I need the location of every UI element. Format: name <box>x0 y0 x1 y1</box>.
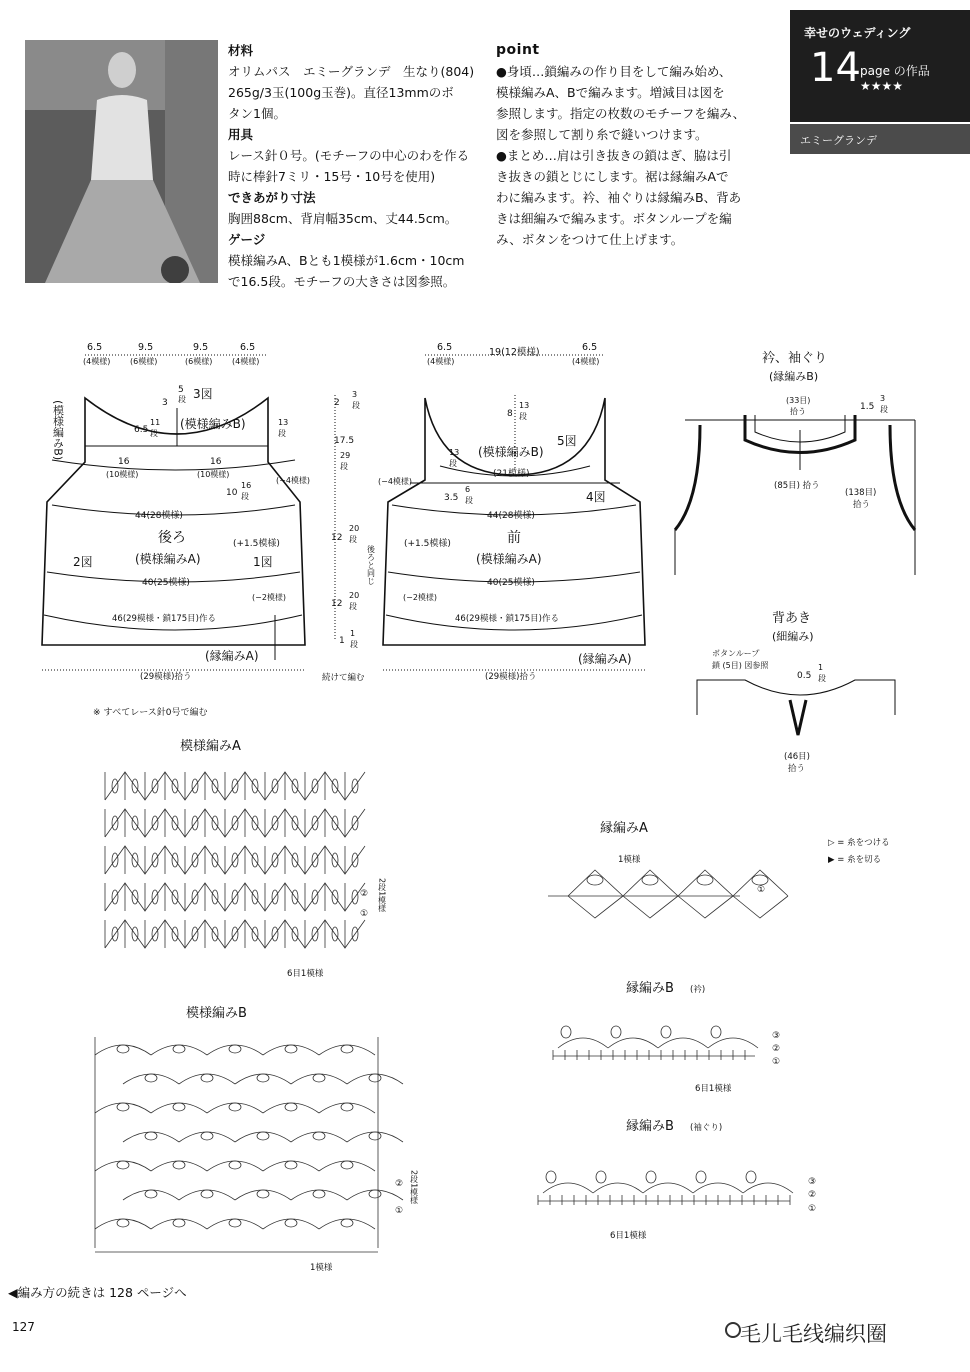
stitch-symbol <box>207 1219 263 1229</box>
row-mark: ③ <box>808 1177 817 1187</box>
stitch-symbol <box>151 1045 207 1055</box>
collar-armhole-diagram <box>675 350 915 575</box>
back-piece <box>42 342 365 683</box>
edge-a-symbols <box>548 870 788 918</box>
stitch-symbol <box>207 1161 263 1171</box>
point-line: 図を参照して割り糸で縫いつけます。 <box>496 127 708 142</box>
stitch-symbol <box>151 1161 207 1171</box>
front-width: 40(25模様) <box>487 578 535 588</box>
length-value: 2 <box>334 398 340 408</box>
edging-a-chart <box>548 821 890 918</box>
row-mark: ① <box>395 1206 404 1216</box>
row-mark: ① <box>772 1057 781 1067</box>
stitch-symbol <box>661 1026 671 1038</box>
back-fig1: 1図 <box>253 555 273 569</box>
tools-heading: 用具 <box>228 127 254 142</box>
stitch-symbol <box>291 1074 347 1084</box>
front-edge: (縁編みA) <box>578 652 632 666</box>
stitch-symbol <box>263 1161 319 1171</box>
stitch-symbol <box>623 870 678 896</box>
point-line: 模様編みA、Bで編みます。増減目は図を <box>496 85 725 100</box>
chart-b-bottom: 1模様 <box>310 1263 333 1273</box>
front-name: 前 <box>507 530 521 546</box>
stitch-symbol <box>313 1074 325 1082</box>
back-dec: (−2模様) <box>252 593 287 602</box>
stitch-symbol <box>746 1171 756 1183</box>
front-dec: (−2模様) <box>403 593 438 602</box>
length-rows: 1 <box>350 629 356 638</box>
front-piece <box>378 342 645 682</box>
back-width: (10模様) <box>106 470 139 479</box>
stitch-symbol <box>696 1171 706 1183</box>
backopen-title: 背あき <box>772 611 812 626</box>
stitch-symbol <box>117 1219 129 1227</box>
stitch-symbol <box>693 1183 743 1193</box>
stitch-symbol <box>173 1161 185 1169</box>
stitch-symbol <box>642 875 658 885</box>
front-dim: 3.5 <box>444 493 459 503</box>
back-top-dim: 9.5 <box>193 342 209 353</box>
edge-a-legend: ▶ = 糸を切る <box>828 855 882 865</box>
front-fig4: 4図 <box>586 490 606 504</box>
length-value: 1 <box>339 636 345 646</box>
stitch-symbol <box>561 1026 571 1038</box>
stitch-symbol <box>151 1103 207 1113</box>
length-value: 12 <box>331 533 343 543</box>
stitch-symbol <box>117 1161 129 1169</box>
length-value: 12 <box>331 599 343 609</box>
stitch-symbol <box>596 1171 606 1183</box>
edge-b2-tag: (袖ぐり) <box>690 1123 723 1133</box>
stitch-symbol <box>608 1038 658 1048</box>
stitch-symbol <box>285 1219 297 1227</box>
stitch-symbol <box>229 1161 241 1169</box>
stitch-symbol <box>235 1132 291 1142</box>
back-top-dim: (6模様) <box>130 357 158 366</box>
stitch-symbol <box>697 875 713 885</box>
stitch-symbol <box>611 1026 621 1038</box>
stitch-symbol <box>145 1074 157 1082</box>
back-cont: 続けて編む <box>322 673 365 683</box>
front-top-dim: 6.5 <box>582 342 598 353</box>
front-top-dim: 6.5 <box>437 342 453 353</box>
stitch-symbol <box>117 1045 129 1053</box>
stitch-symbol <box>319 1219 375 1229</box>
stitch-symbol <box>201 1074 213 1082</box>
stitch-symbol <box>95 1103 151 1113</box>
armhole-stitches: 拾う <box>853 500 871 510</box>
stitch-symbol <box>235 1190 291 1200</box>
back-top-dim: 6.5 <box>240 342 256 353</box>
stitch-symbol <box>263 1045 319 1055</box>
chart-b-symbols <box>95 1037 403 1252</box>
chart-a-title: 模様編みA <box>180 739 241 754</box>
back-pattern: (模様編みA) <box>135 552 201 566</box>
gauge-line: で16.5段。モチーフの大きさは図参照。 <box>228 274 456 289</box>
back-outline <box>42 398 305 645</box>
stitch-symbol <box>291 1132 347 1142</box>
stitch-symbol <box>173 1219 185 1227</box>
stitch-symbol <box>643 1183 693 1193</box>
stitch-symbol <box>568 870 623 896</box>
front-dim: 6 <box>465 485 471 494</box>
backopen-loop: ボタンループ <box>712 649 760 658</box>
stitch-symbol <box>105 846 365 874</box>
continue-note: ◀編み方の続きは 128 ページへ <box>8 1285 187 1300</box>
back-edge: (縁編みA) <box>205 649 259 663</box>
stitch-symbol <box>319 1103 375 1113</box>
row-mark: ② <box>772 1044 781 1054</box>
row-mark: ② <box>360 889 369 899</box>
stitch-symbol <box>257 1132 269 1140</box>
edge-a-title: 縁編みA <box>600 821 648 836</box>
collar-stitches: (85目) 拾う <box>774 481 820 491</box>
stitch-symbol <box>179 1074 235 1084</box>
stitch-symbol <box>257 1190 269 1198</box>
length-dimensions <box>331 390 376 649</box>
stitch-symbol <box>207 1045 263 1055</box>
front-dec: (−4模様) <box>378 477 413 486</box>
edge-b1-symbols <box>553 1026 758 1060</box>
backopen-dim: 1 <box>818 663 824 672</box>
tools-line: 時に棒針7ミリ・15号・10号を使用) <box>228 169 436 184</box>
collar-sub: (縁編みB) <box>769 370 819 383</box>
stitch-symbol <box>229 1045 241 1053</box>
back-top-dim: (4模様) <box>83 357 111 366</box>
back-dim: 段 <box>241 492 249 501</box>
stitch-symbol <box>263 1103 319 1113</box>
front-yoke-label: (模様編みB) <box>478 445 544 459</box>
front-dim: 8 <box>507 409 513 419</box>
front-pattern: (模様編みA) <box>476 552 542 566</box>
collar-stitches: 拾う <box>790 407 806 416</box>
stitch-symbol <box>285 1161 297 1169</box>
backopen-dim: 段 <box>818 674 826 683</box>
size-line: 胸囲88cm、背肩幅35cm、丈44.5cm。 <box>228 211 458 226</box>
front-dim: 段 <box>465 496 473 505</box>
point-line: わに編みます。衿、袖ぐりは縁編みB、背あ <box>496 190 742 205</box>
stitch-symbol <box>145 1132 157 1140</box>
edging-b-collar-chart <box>553 981 780 1094</box>
back-top-dim: (4模様) <box>232 357 260 366</box>
stitch-symbol <box>285 1103 297 1111</box>
back-pick: (29模様)拾う <box>140 672 192 682</box>
stitch-symbol <box>95 1045 151 1055</box>
edge-a-rep: 1模様 <box>618 855 641 865</box>
length-rows: 段 <box>349 535 357 544</box>
back-width: (10模様) <box>197 470 230 479</box>
armhole-stitches: (138目) <box>845 488 877 498</box>
length-rows: 3 <box>352 390 358 399</box>
badge-subtitle: 幸せのウェディング <box>804 26 911 40</box>
stitch-symbol <box>263 1219 319 1229</box>
stitch-symbol <box>151 1219 207 1229</box>
backopen-sub: (細編み) <box>772 630 814 643</box>
backopen-dim: 0.5 <box>797 671 812 681</box>
stitch-symbol <box>291 1190 347 1200</box>
back-fig3: 3図 <box>193 387 213 401</box>
back-dim: 3 <box>162 398 168 408</box>
front-dim: 段 <box>449 459 457 468</box>
back-inc: (+1.5模様) <box>233 539 280 549</box>
back-dim: 段 <box>278 429 286 438</box>
materials-line: オリムパス エミーグランデ 生なり(804) <box>228 64 475 79</box>
chart-b-rep: 2段1模様 <box>409 1170 419 1205</box>
watermark: 毛儿毛线编织圈 <box>740 1322 887 1346</box>
stitch-chart-a <box>105 738 387 979</box>
stitch-symbol <box>341 1045 353 1053</box>
stitch-symbol <box>319 1161 375 1171</box>
back-dec: (−4模様) <box>276 476 311 485</box>
front-width: 44(28模様) <box>487 511 535 521</box>
stitch-symbol <box>752 875 768 885</box>
front-dim: 13 <box>519 401 530 410</box>
materials-line: タン1個。 <box>228 106 286 121</box>
stitch-symbol <box>201 1190 213 1198</box>
stitch-symbol <box>123 1074 179 1084</box>
stitch-symbol <box>179 1190 235 1200</box>
armhole-left <box>675 425 700 530</box>
length-rows: 段 <box>340 462 348 471</box>
stitch-symbol <box>173 1103 185 1111</box>
stitch-symbol <box>568 896 623 918</box>
point-line: み、ボタンをつけて仕上げます。 <box>496 232 684 247</box>
stitch-symbol <box>369 1190 381 1198</box>
hook-note: ※ すべてレース針0号で編む <box>93 708 208 718</box>
front-inc: (+1.5模様) <box>404 539 451 549</box>
stitch-symbol <box>313 1132 325 1140</box>
front-top-dim: (4模様) <box>572 357 600 366</box>
back-width: 16 <box>210 457 222 467</box>
length-rows: 20 <box>349 524 360 533</box>
back-yoke-label: (模様編みB) <box>180 417 246 431</box>
point-line: ●まとめ…肩は引き抜きの鎖はぎ、脇は引 <box>496 148 732 163</box>
length-rows: 段 <box>352 401 360 410</box>
back-dim: 段 <box>150 429 158 438</box>
collar-dim: 1.5 <box>860 402 875 412</box>
gauge-line: 模様編みA、Bとも1模様が1.6cm・10cm <box>228 253 465 268</box>
stitch-symbol <box>587 875 603 885</box>
back-dim: 5 <box>178 385 184 395</box>
front-outline <box>383 398 645 645</box>
badge-page-number: 14 <box>810 45 861 91</box>
stitch-symbol <box>646 1171 656 1183</box>
stitch-symbol <box>543 1183 593 1193</box>
edge-b1-bottom: 6目1模様 <box>695 1084 732 1094</box>
stitch-symbol <box>145 1190 157 1198</box>
stitch-symbol <box>369 1132 381 1140</box>
back-width: 44(28模様) <box>135 511 183 521</box>
stitch-symbol <box>347 1132 403 1142</box>
stitch-symbol <box>369 1074 381 1082</box>
front-fig5: 5図 <box>557 434 577 448</box>
row-mark: ① <box>808 1204 817 1214</box>
stitch-symbol <box>235 1074 291 1084</box>
badge-page-text: page の作品 ★★★★ <box>860 64 930 93</box>
point-line: 参照します。指定の枚数のモチーフを編み、 <box>496 106 746 121</box>
point-line: きは細編みで編みます。ボタンループを編 <box>496 211 732 226</box>
back-dim: 10 <box>226 488 238 498</box>
stitch-symbol <box>678 896 733 918</box>
row-mark: ① <box>757 885 766 895</box>
backopen-stitches: (46目) <box>784 752 810 762</box>
stitch-symbol <box>257 1074 269 1082</box>
stitch-symbol <box>347 1190 403 1200</box>
front-top-dim: (4模様) <box>427 357 455 366</box>
stitch-symbol <box>201 1132 213 1140</box>
armhole-right <box>890 425 915 530</box>
length-rows: 29 <box>340 451 351 460</box>
stitch-symbol <box>117 1103 129 1111</box>
stitch-symbol <box>229 1219 241 1227</box>
tools-line: レース針０号。(モチーフの中心のわを作る <box>228 148 470 163</box>
front-start: 46(29模様・鎖175目)作る <box>455 614 559 624</box>
back-top-dim: 9.5 <box>138 342 154 353</box>
stitch-symbol <box>173 1045 185 1053</box>
chart-a-bottom: 6目1模様 <box>287 969 324 979</box>
edge-b2-bottom: 6目1模様 <box>610 1231 647 1241</box>
stitch-symbol <box>105 883 365 911</box>
stitch-symbol <box>105 920 365 948</box>
stitch-symbol <box>708 1038 758 1048</box>
back-dim: 16 <box>241 481 252 490</box>
back-side-label: (模様編みB) <box>51 400 65 461</box>
edge-a-legend: ▷ = 糸をつける <box>828 838 890 848</box>
materials-heading: 材料 <box>228 43 254 58</box>
stitch-symbol <box>285 1045 297 1053</box>
collar-dim: 段 <box>880 405 888 414</box>
back-dim: 6.5 <box>134 425 149 435</box>
stitch-symbol <box>105 772 365 800</box>
back-dim: 13 <box>278 418 289 427</box>
stitch-symbol <box>341 1219 353 1227</box>
size-heading: できあがり寸法 <box>228 190 316 205</box>
back-arc-1 <box>52 460 295 470</box>
point-line: ●身頃…鎖編みの作り目をして編み始め、 <box>496 64 732 79</box>
front-top-dim: 19(12模様) <box>489 347 540 358</box>
page-number: 127 <box>12 1320 35 1334</box>
front-dim: 段 <box>519 412 527 421</box>
front-pick: (29模様)拾う <box>485 672 537 682</box>
wechat-icon <box>725 1322 741 1338</box>
back-name: 後ろ <box>158 530 186 546</box>
row-mark: ① <box>360 909 369 919</box>
length-rows: 20 <box>349 591 360 600</box>
stitch-symbol <box>123 1190 179 1200</box>
stitch-symbol <box>546 1171 556 1183</box>
edge-b2-title: 縁編みB <box>626 1119 674 1134</box>
backopen-stitches: 拾う <box>788 764 806 774</box>
stitch-symbol <box>123 1132 179 1142</box>
back-dim: 11 <box>150 418 161 427</box>
point-heading: point <box>496 42 540 58</box>
back-width: 16 <box>118 457 130 467</box>
chart-a-symbols <box>105 772 365 948</box>
stitch-symbol <box>95 1219 151 1229</box>
collar-title: 衿、袖ぐり <box>762 351 828 366</box>
edging-b-armhole-chart <box>538 1119 816 1241</box>
materials-line: 265g/3玉(100g玉巻)。直径13mmのボ <box>228 85 454 100</box>
point-line: き抜きの鎖とじにします。裾は縁編みAで <box>496 169 729 184</box>
stitch-symbol <box>105 809 365 837</box>
stitch-symbol <box>229 1103 241 1111</box>
stitch-chart-b <box>95 1005 419 1273</box>
collar-dim: 3 <box>880 394 886 403</box>
yarn-name: エミーグランデ <box>800 134 877 147</box>
back-width: 40(25模様) <box>142 578 190 588</box>
length-rows: 段 <box>350 640 358 649</box>
stitch-symbol <box>558 1038 608 1048</box>
back-start: 46(29模様・鎖175目)作る <box>112 614 216 624</box>
back-opening-diagram <box>697 610 895 774</box>
stitch-symbol <box>313 1190 325 1198</box>
stitch-symbol <box>347 1074 403 1084</box>
same-as-back: 後ろと同じ <box>366 545 376 585</box>
backopen-outline <box>697 680 895 715</box>
back-fig2: 2図 <box>73 555 93 569</box>
row-mark: ③ <box>772 1031 781 1041</box>
stitch-symbol <box>678 870 733 896</box>
chart-a-rep: 2段1模様 <box>377 878 387 913</box>
back-dim: 段 <box>178 395 186 404</box>
chart-b-title: 模様編みB <box>186 1006 247 1021</box>
row-mark: ② <box>395 1179 404 1189</box>
back-top-dim: (6模様) <box>185 357 213 366</box>
stitch-symbol <box>179 1132 235 1142</box>
backopen-slit <box>790 700 806 735</box>
stitch-symbol <box>711 1026 721 1038</box>
stitch-symbol <box>593 1183 643 1193</box>
stitch-symbol <box>341 1161 353 1169</box>
stitch-symbol <box>207 1103 263 1113</box>
gauge-heading: ゲージ <box>228 232 266 247</box>
front-width: (21模様) <box>493 469 530 479</box>
length-value: 17.5 <box>334 436 355 446</box>
stitch-symbol <box>623 896 678 918</box>
stitch-symbol <box>658 1038 708 1048</box>
stitch-symbol <box>341 1103 353 1111</box>
edge-b1-tag: (衿) <box>690 985 706 995</box>
front-dim: 13 <box>449 448 460 457</box>
backopen-loop: 鎖 (5目) 図参照 <box>712 661 769 670</box>
length-rows: 段 <box>349 602 357 611</box>
back-top-dim: 6.5 <box>87 342 103 353</box>
collar-stitches: (33目) <box>786 396 811 405</box>
edge-b2-symbols <box>538 1171 793 1205</box>
stitch-symbol <box>743 1183 793 1193</box>
stitch-symbol <box>95 1161 151 1171</box>
stitch-symbol <box>319 1045 375 1055</box>
stitch-symbol <box>733 896 788 918</box>
edge-b1-title: 縁編みB <box>626 981 674 996</box>
row-mark: ② <box>808 1190 817 1200</box>
